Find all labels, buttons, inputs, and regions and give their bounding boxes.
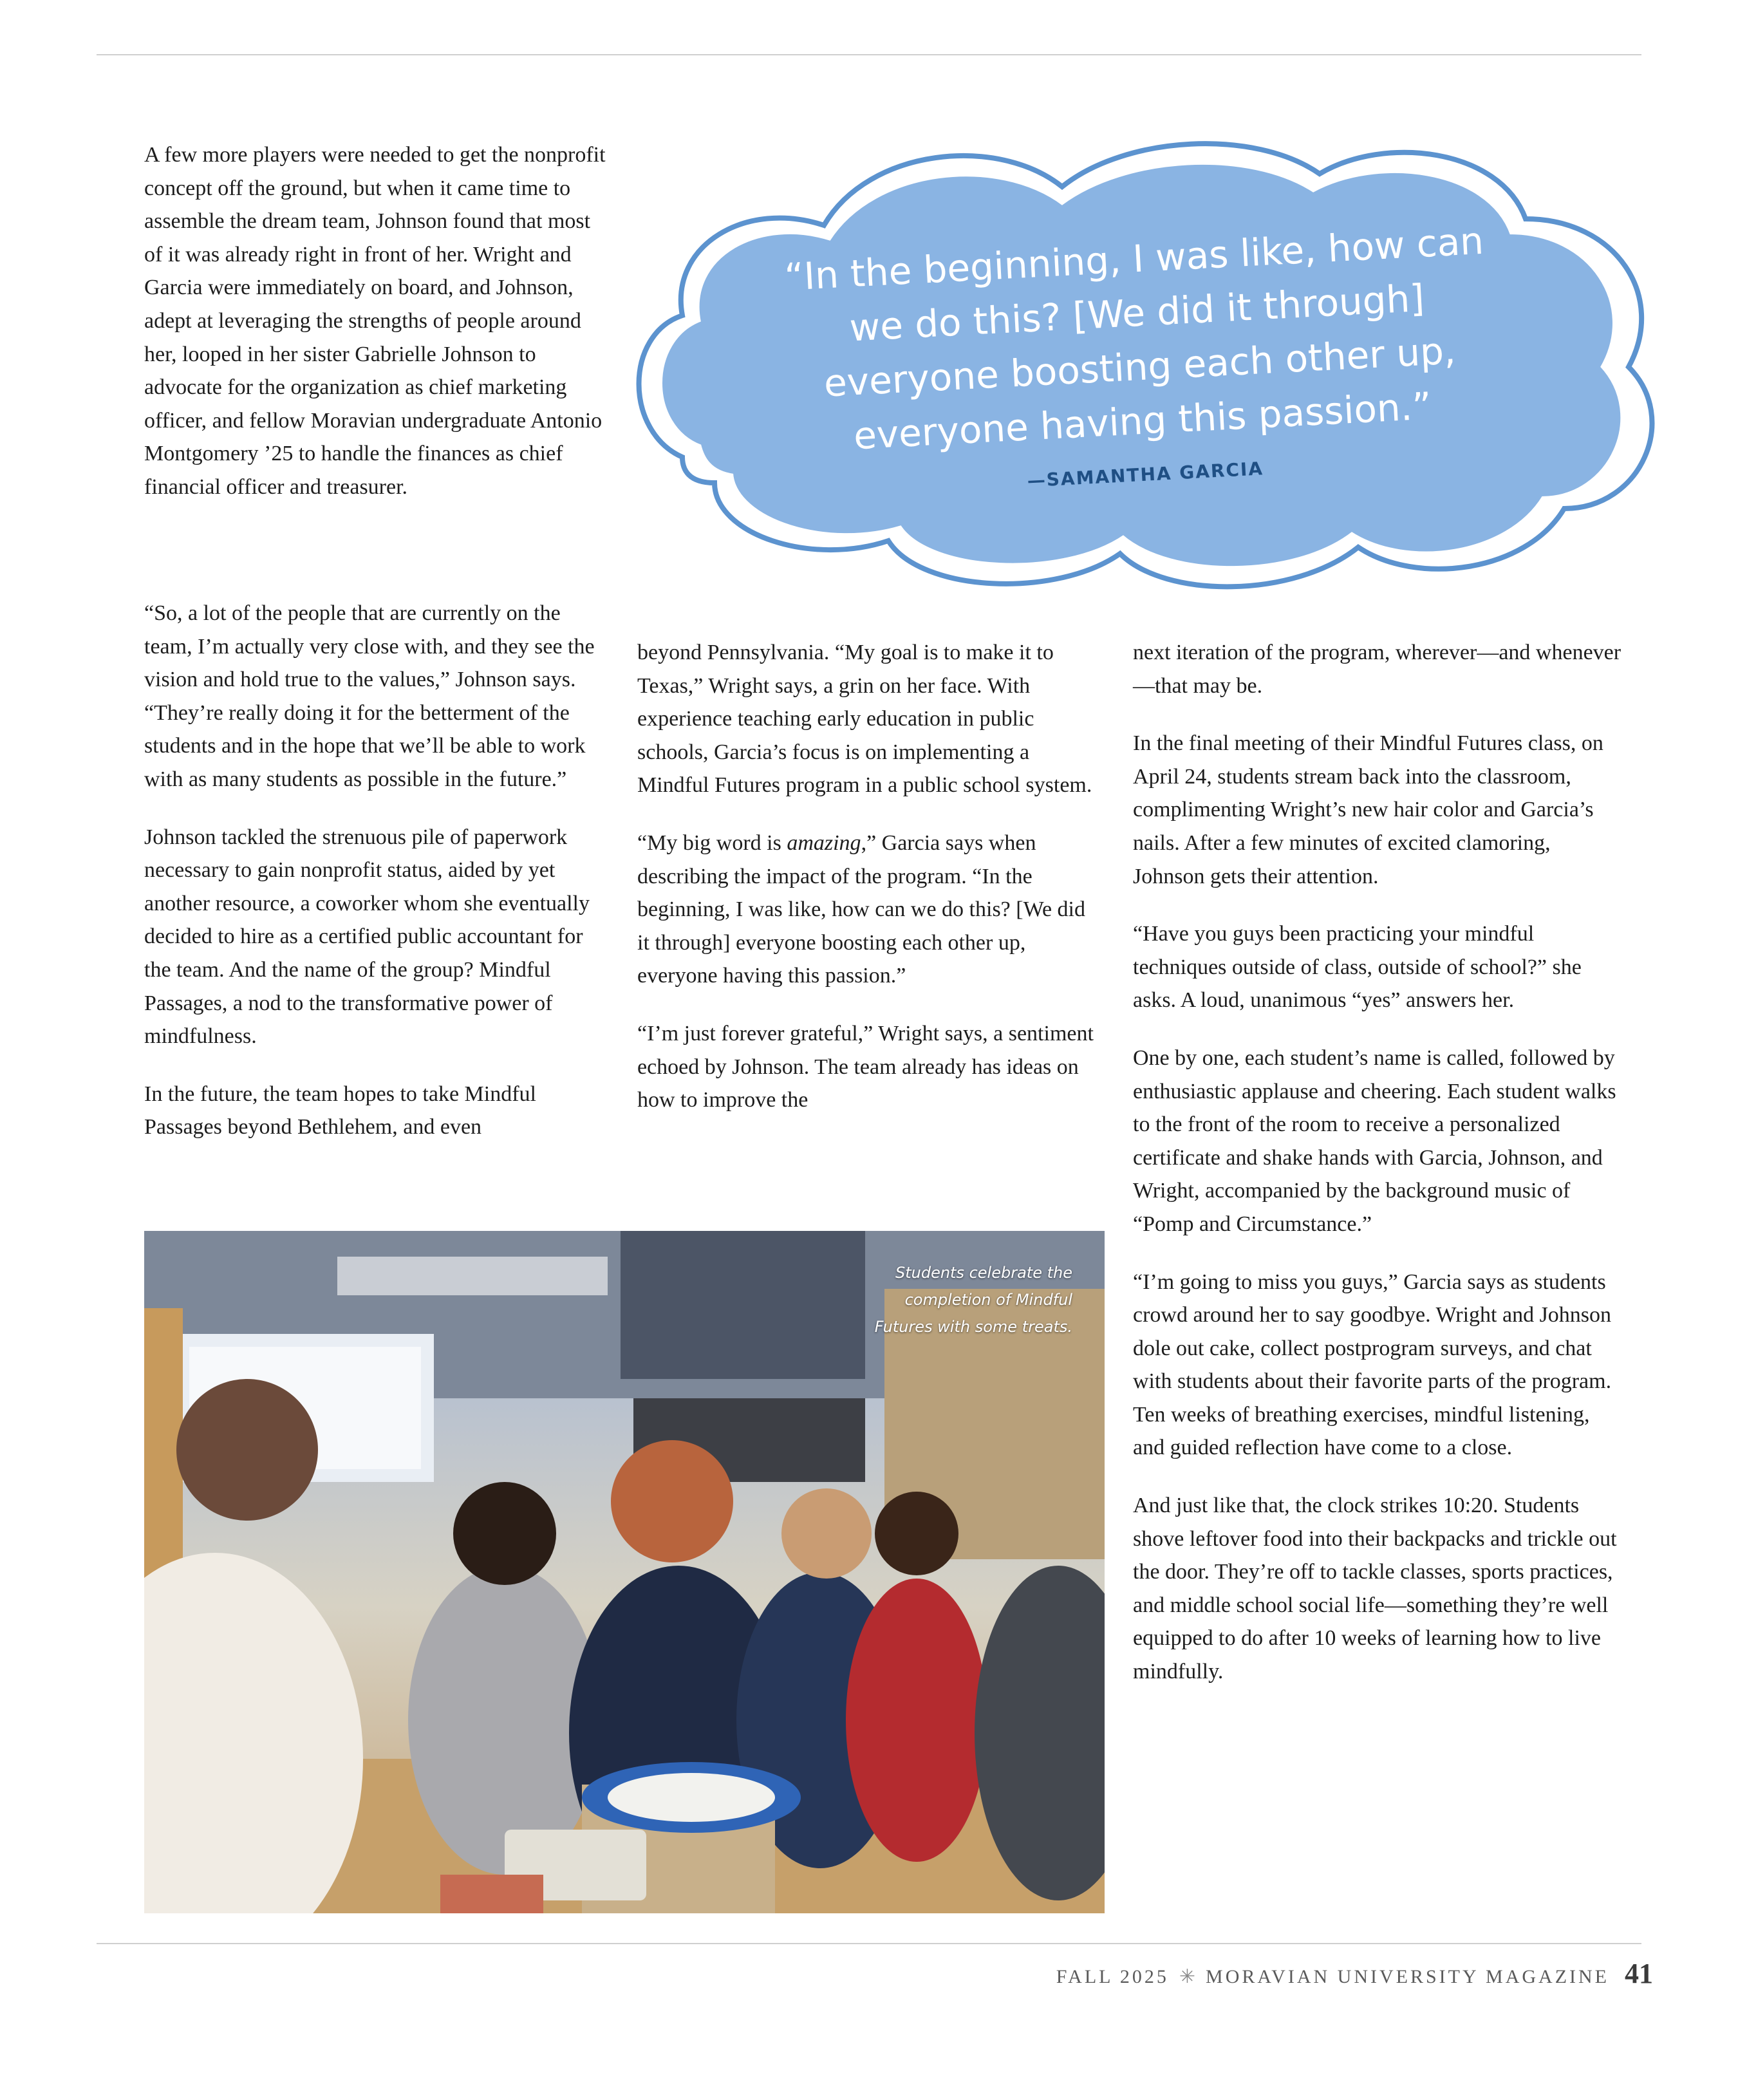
quote-body: “In the beginning, I was like, how can we do this? [We did it through] everyone boosting each other up, everyone having this passion.” <box>783 218 1485 458</box>
article-column-1-top <box>144 138 608 529</box>
emphasis: amazing <box>787 830 861 855</box>
issue-label: FALL 2025 <box>1056 1966 1169 1987</box>
article-column-1-bottom <box>144 597 608 1168</box>
bottom-rule <box>97 1943 1641 1944</box>
page-footer <box>1056 1957 1653 1996</box>
article-column-3 <box>1133 636 1622 1713</box>
paragraph: “Have you guys been practicing your mindful techniques outside of class, outside of school?” she asks. A loud, unanimous “yes” answers her. <box>1133 922 1582 1013</box>
article-column-2 <box>637 636 1101 1141</box>
paragraph: And just like that, the clock strikes 10:20. Students shove leftover food into their backpacks and trickle out the door. They’re off to tackle classes, sports practices, and middle school social life—something they’re well equipped to do after 10 weeks of learning how to live mindfully. <box>1133 1494 1617 1684</box>
top-rule <box>97 54 1641 55</box>
text-run: ,” Garcia says when describing the impact of the program. “In the beginning, I was like, how can we do this? [We did it through] everyone boosting each other up, everyone having this passion.” <box>637 830 1085 988</box>
pull-quote-text <box>772 213 1506 505</box>
paragraph <box>637 827 1101 993</box>
paragraph: “I’m going to miss you guys,” Garcia says as students crowd around her to say goodbye. Wright and Johnson dole out cake, collect postprogram surveys, and chat with students about their favorite parts of the program. Ten weeks of breathing exercises, mindful listening, and guided reflection have come to a close. <box>1133 1270 1612 1460</box>
paragraph: next iteration of the program, wherever—and whenever—that may be. <box>1133 641 1621 698</box>
classroom-photo <box>144 1231 1105 1913</box>
magazine-title: MORAVIAN UNIVERSITY MAGAZINE <box>1206 1966 1609 1987</box>
photo-caption: Students celebrate the completion of Mindful Futures with some treats. <box>874 1264 1072 1336</box>
pull-quote <box>612 122 1687 602</box>
paragraph: One by one, each student’s name is called, followed by enthusiastic applause and cheering. Each student walks to the front of the room to receive a personalized certificate and shake hands with Garcia, Johnson, and Wright, accompanied by the background music of “Pomp and Circumstance.” <box>1133 1045 1616 1236</box>
paragraph: A few more players were needed to get the nonprofit concept off the ground, but when it came time to assemble the dream team, Johnson found that most of it was already right in front of her. Wright and Garcia were immediately on board, and Johnson, adept at leveraging the strengths of people around her, looped in her sister Gabrielle Johnson to advocate for the organization as chief marketing officer, and fellow Moravian undergraduate Antonio Montgomery ’25 to handle the finances as chief financial officer and treasurer. <box>144 143 606 499</box>
quote-attribution: —SAMANTHA GARCIA <box>1026 458 1264 492</box>
paragraph: “I’m just forever grateful,” Wright says, a sentiment echoed by Johnson. The team already has ideas on how to improve the <box>637 1021 1094 1112</box>
paragraph: In the future, the team hopes to take Mindful Passages beyond Bethlehem, and even <box>144 1082 536 1139</box>
asterisk-star-icon: ✳ <box>1179 1966 1196 1987</box>
paragraph: “So, a lot of the people that are currently on the team, I’m actually very close with, and they see the vision and hold true to the values,” Johnson says. “They’re really doing it for the betterment of the students and in the hope that we’ll be able to work with as many students as possible in the future.” <box>144 601 595 791</box>
page-number: 41 <box>1625 1958 1653 1989</box>
paragraph: beyond Pennsylvania. “My goal is to make it to Texas,” Wright says, a grin on her face. With experience teaching early education in public schools, Garcia’s focus is on implementing a Mindful Futures program in a public school system. <box>637 641 1092 798</box>
text-run: “My big word is <box>637 830 787 855</box>
paragraph: In the final meeting of their Mindful Futures class, on April 24, students stream back into the classroom, complimenting Wright’s new hair color and Garcia’s nails. After a few minutes of excited clamoring, Johnson gets their attention. <box>1133 731 1603 888</box>
paragraph: Johnson tackled the strenuous pile of paperwork necessary to gain nonprofit status, aided by yet another resource, a coworker whom she eventually decided to hire as a certified public accountant for the team. And the name of the group? Mindful Passages, a nod to the transformative power of mindfulness. <box>144 825 590 1049</box>
